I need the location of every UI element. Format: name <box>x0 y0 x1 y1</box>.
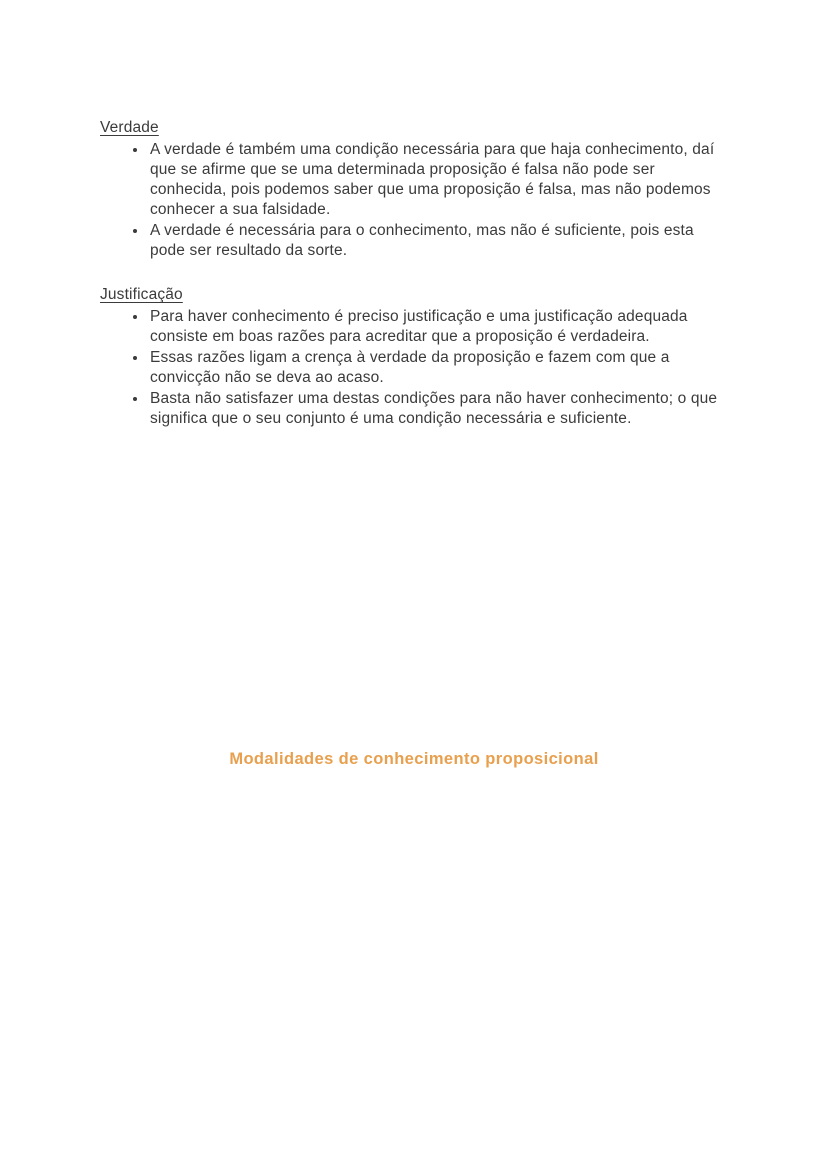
document-body <box>100 118 728 453</box>
section-heading-verdade: Verdade <box>100 119 159 136</box>
bullet-item: • A verdade é também uma condição necessária para que haja conhecimento, daí que se afirme que se uma determinada proposição é falsa não pode ser conhecida, pois podemos saber que uma proposição é falsa, mas não podemos conhecer a sua falsidade. <box>148 140 728 220</box>
bullet-item: • Essas razões ligam a crença à verdade da proposição e fazem com que a convicção não se deva ao acaso. <box>148 348 728 388</box>
bullet-list-verdade <box>100 140 728 261</box>
section-verdade <box>100 118 728 261</box>
bullet-item: • Basta não satisfazer uma destas condições para não haver conhecimento; o que significa que o seu conjunto é uma condição necessária e suficiente. <box>148 389 728 429</box>
bullet-item: • A verdade é necessária para o conhecimento, mas não é suficiente, pois esta pode ser resultado da sorte. <box>148 221 728 261</box>
bullet-list-justificacao <box>100 307 728 429</box>
modalities-heading: Modalidades de conhecimento proposicional <box>229 750 599 768</box>
section-heading-justificacao: Justificação <box>100 286 183 303</box>
section-justificacao <box>100 285 728 429</box>
bullet-item: • Para haver conhecimento é preciso justificação e uma justificação adequada consiste em boas razões para acreditar que a proposição é verdadeira. <box>148 307 728 347</box>
